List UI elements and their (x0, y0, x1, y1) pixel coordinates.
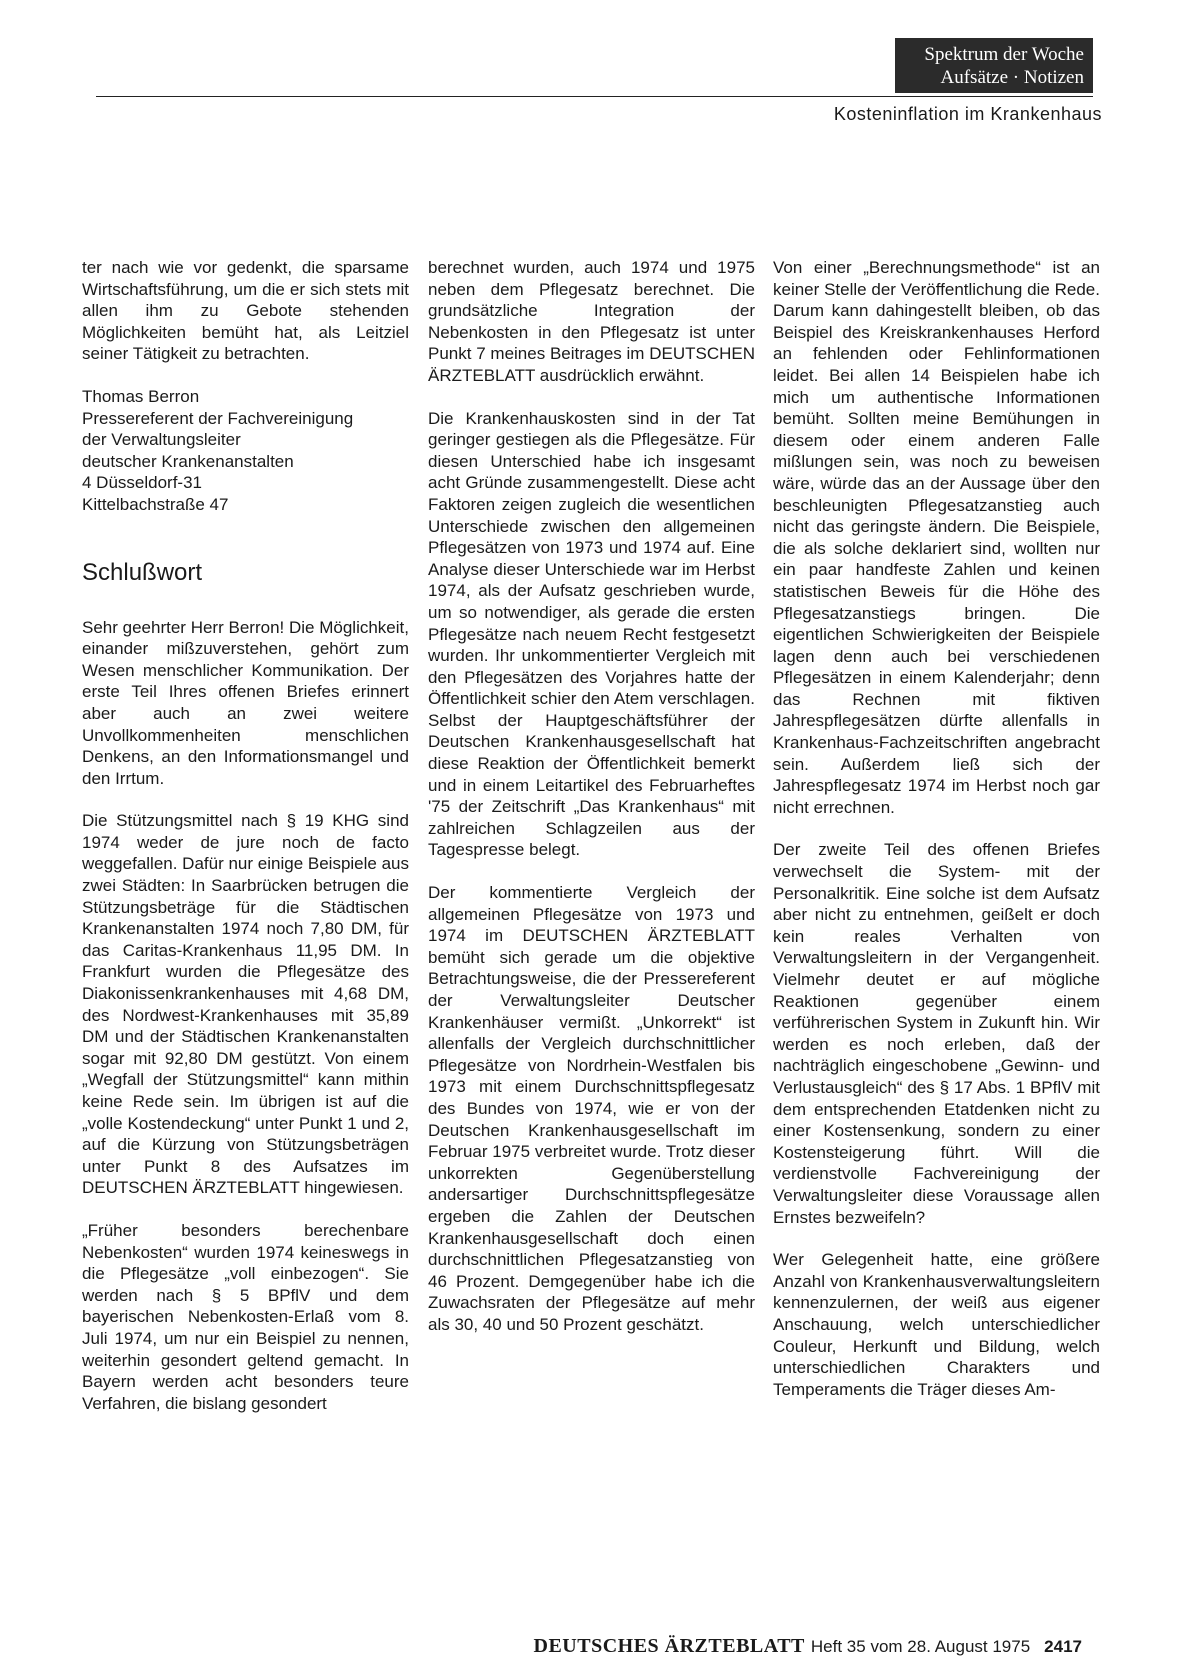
signature-line: der Verwaltungsleiter (82, 430, 241, 450)
section-badge (895, 38, 1093, 93)
issue-info: Heft 35 vom 28. August 1975 (810, 1637, 1031, 1656)
column-3 (773, 257, 1100, 1421)
reply-paragraph: Der zweite Teil des offenen Briefes verwechselt die System- mit der Personalkritik. Eine solche ist dem Aufsatz aber nicht zu entnehmen, geißelt er doch kein reales Verhalten von Verwaltungsleitern in der Vergangenheit. Vielmehr deutet er auf mögliche Reaktionen gegenüber einem verführerischen System in Zukunft hin. Wir werden es noch erleben, daß der nachträglich eingeschobene „Gewinn- und Verlustausgleich“ des § 17 Abs. 1 BPflV mit dem entsprechenden Etatdenken nicht zu einer Kostensenkung, sondern zu einer Kostensteigerung führt. Will die verdienstvolle Fachvereinigung der Verwaltungsleiter diese Voraussage allen Ernstes bezweifeln? (773, 840, 1100, 1227)
signature-line: deutscher Krankenanstalten (82, 451, 294, 471)
section-label: Spektrum der Woche (924, 44, 1084, 65)
reply-paragraph: berechnet wurden, auch 1974 und 1975 neben dem Pflegesatz berechnet. Die grundsätzliche Integration der Nebenkosten in den Pflegesatz ist unter Punkt 7 meines Beitrages im DEUTSCHEN ÄRZTEBLATT ausdrücklich erwähnt. (428, 258, 755, 385)
reply-paragraph: Wer Gelegenheit hatte, eine größere Anzahl von Krankenhausverwaltungsleitern kennenzulernen, der weiß aus eigener Anschauung, welch unterschiedlicher Couleur, Herkunft und Bildung, welch unterschiedlichen Charakters und Temperaments die Träger dieses Am- (773, 1250, 1100, 1399)
reply-paragraph: Der kommentierte Vergleich der allgemeinen Pflegesätze von 1973 und 1974 im DEUTSCHEN ÄRZTEBLATT bemüht sich gerade um die objektive Betrachtungsweise, die der Pressereferent der Verwaltungsleiter Deutscher Krankenhäuser vermißt. „Unkorrekt“ ist allenfalls der Vergleich durchschnittlicher Pflegesätze von Nordrhein-Westfalen bis 1973 mit einem Durchschnittspflegesatz des Bundes von 1974, wie er von der Deutschen Krankenhausgesellschaft im Februar 1975 verbreitet wurde. Trotz dieser unkorrekten Gegenüberstellung andersartiger Durchschnittspflegesätze ergeben die Zahlen der Deutschen Krankenhausgesellschaft doch einen durchschnittlichen Pflegesatzanstieg von 46 Prozent. Demgegenüber habe ich die Zuwachsraten der Pflegesätze auf mehr als 30, 40 und 50 Prozent geschätzt. (428, 883, 755, 1334)
running-title: Kosteninflation im Krankenhaus (833, 104, 1102, 124)
signature-name: Thomas Berron (82, 386, 200, 406)
journal-name: DEUTSCHES ÄRZTEBLATT (533, 1635, 805, 1657)
signature-block (82, 386, 409, 516)
reply-paragraph: Die Krankenhauskosten sind in der Tat geringer gestiegen als die Pflegesätze. Für diesen Unterschied habe ich insgesamt acht Gründe zusammengestellt. Diese acht Faktoren zeigen zugleich die wesentlichen Unterschiede zwischen den allgemeinen Pflegesätzen von 1973 und 1974 auf. Eine Analyse dieser Unterschiede war im Herbst 1974, als der Aufsatz geschrieben wurde, um so notwendiger, als gerade die ersten Pflegesätze nach neuem Recht festgesetzt wurden. Ihr unkommentierter Vergleich mit den Pflegesätzen des Vorjahres hatte der Öffentlichkeit schier den Atem verschlagen. Selbst der Hauptgeschäftsführer der Deutschen Krankenhausgesellschaft hat diese Reaktion der Öffentlichkeit bemerkt und in einem Leitartikel des Februarheftes '75 der Zeitschrift „Das Krankenhaus“ mit zahlreichen Schlagzeilen aus der Tagespresse belegt. (428, 408, 755, 860)
page-number: 2417 (1044, 1637, 1082, 1656)
signature-line: Kittelbachstraße 47 (82, 494, 229, 514)
column-1 (82, 257, 409, 1435)
reply-paragraph: Von einer „Berechnungsmethode“ ist an keiner Stelle der Veröffentlichung die Rede. Darum kann dahingestellt bleiben, ob das Beispiel des Kreiskrankenhauses Herford an fehlenden oder Fehlinformationen leidet. Bei allen 14 Beispielen habe ich mich um authentische Informationen bemüht. Sollten meine Bemühungen in diesem oder einem anderen Falle mißlungen sein, was noch zu beweisen wäre, würde das an der Aussage über den beschleunigten Pflegesatzanstieg auch nicht das geringste ändern. Die Beispiele, die als solche deklariert sind, wollten nur ein paar handfeste Zahlen und keinen statistischen Beweis für die Höhe des Pflegesatzanstiegs bringen. Die eigentlichen Schwierigkeiten der Beispiele lagen denn auch bei verschiedenen Pflegesätzen in einem Kalenderjahr; denn das Rechnen mit fiktiven Jahrespflegesätzen dürfte allenfalls in Krankenhaus-Fachzeitschriften angebracht sein. Außerdem ließ sich der Jahrespflegesatz 1974 im Herbst noch gar nicht errechnen. (773, 258, 1100, 817)
signature-line: Pressereferent der Fachvereinigung (82, 408, 354, 428)
page-footer (534, 1635, 1082, 1658)
section-heading: Schlußwort (82, 558, 203, 586)
column-2 (428, 257, 755, 1357)
reply-paragraph: „Früher besonders berechenbare Nebenkosten“ wurden 1974 keineswegs in die Pflegesätze „voll einbezogen“. Sie werden nach § 5 BPflV und dem bayerischen Nebenkosten-Erlaß vom 8. Juli 1974, um nur ein Beispiel zu nennen, weiterhin gesondert geltend gemacht. In Bayern werden acht besonders teure Verfahren, die bislang gesondert (82, 1220, 409, 1413)
section-sublabel: Aufsätze · Notizen (940, 67, 1084, 88)
header-rule (96, 96, 1093, 97)
reply-paragraph: Sehr geehrter Herr Berron! Die Möglichkeit, einander mißzuverstehen, gehört zum Wesen menschlicher Kommunikation. Der erste Teil Ihres offenen Briefes erinnert aber auch an zwei weitere Unvollkommenheiten menschlichen Denkens, an den Informationsmangel und den Irrtum. (82, 617, 409, 788)
letter-closing-paragraph: ter nach wie vor gedenkt, die sparsame Wirtschaftsführung, um die er sich stets mit allen ihm zu Gebote stehenden Möglichkeiten bemüht hat, als Leitziel seiner Tätigkeit zu betrachten. (82, 258, 409, 364)
reply-paragraph: Die Stützungsmittel nach § 19 KHG sind 1974 weder de jure noch de facto weggefallen. Dafür nur einige Beispiele aus zwei Städten: In Saarbrücken betrugen die Stützungsbeträge für die Städtischen Krankenanstalten 1974 noch 7,80 DM, für das Caritas-Krankenhaus 11,95 DM. In Frankfurt wurden die Pflegesätze des Diakonissenkrankenhauses mit 4,68 DM, des Nordwest-Krankenhauses mit 35,89 DM und der Städtischen Krankenanstalten sogar mit 92,80 DM gestützt. Von einem „Wegfall der Stützungsmittel“ kann mithin keine Rede sein. Im übrigen ist auf die „volle Kostendeckung“ unter Punkt 1 und 2, auf die Kürzung von Stützungsbeträgen unter Punkt 8 des Aufsatzes im DEUTSCHEN ÄRZTEBLATT hingewiesen. (82, 811, 409, 1198)
signature-line: 4 Düsseldorf-31 (82, 473, 203, 493)
